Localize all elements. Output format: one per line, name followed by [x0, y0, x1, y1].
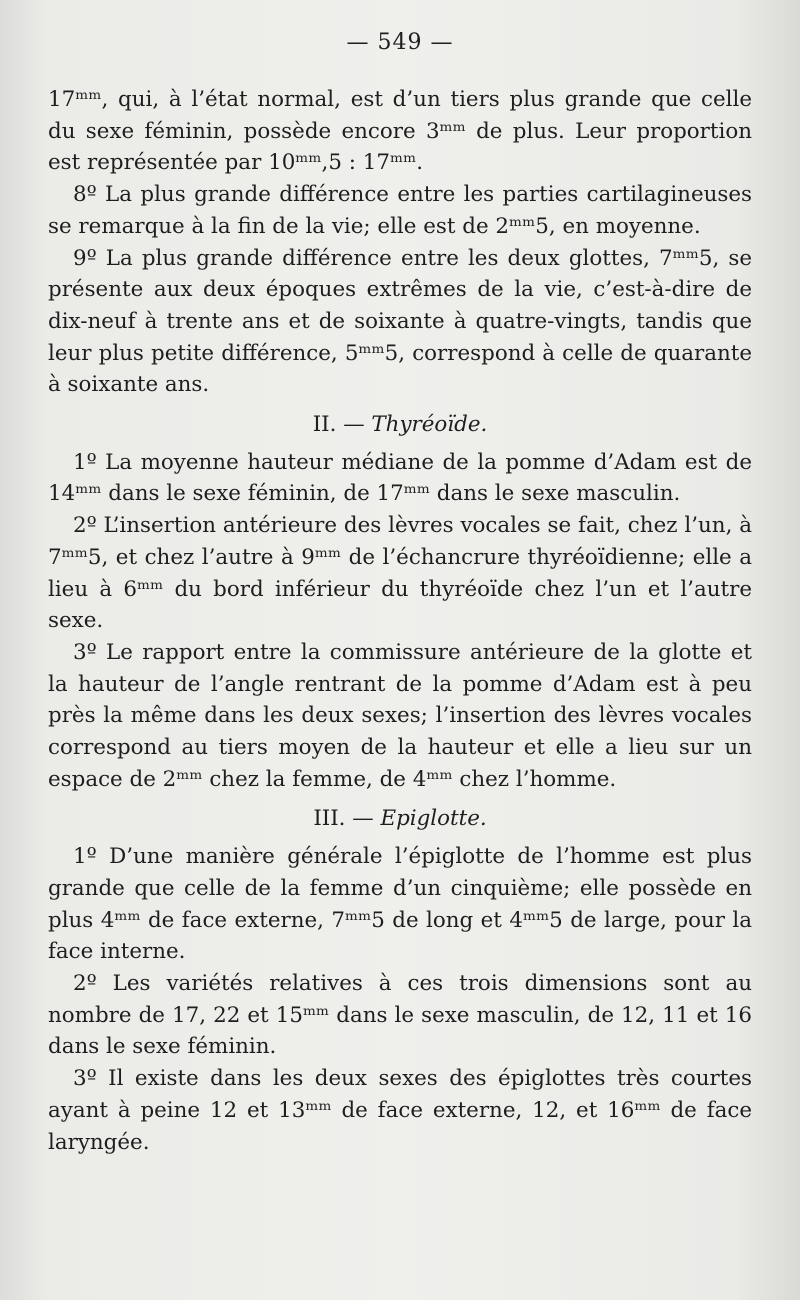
- paragraph-8: 8º La plus grande différence entre les parties cartilagineuses se remarque à la fin de la vie; elle est de 2ᵐᵐ5, en moyenne.: [48, 182, 752, 239]
- section-number: II. —: [312, 412, 372, 438]
- paragraph-epiglotte-3: 3º Il existe dans les deux sexes des épiglottes très courtes ayant à peine 12 et 13ᵐᵐ de face externe, 12, et 16ᵐᵐ de face laryngée.: [48, 1066, 752, 1155]
- section-heading-epiglotte: [48, 803, 752, 835]
- paragraph-epiglotte-2: 2º Les variétés relatives à ces trois dimensions sont au nombre de 17, 22 et 15ᵐᵐ dans le sexe masculin, de 12, 11 et 16 dans le sexe féminin.: [48, 970, 752, 1060]
- paragraph-thyreoide-1: 1º La moyenne hauteur médiane de la pomme d’Adam est de 14ᵐᵐ dans le sexe féminin, de 17ᵐᵐ dans le sexe masculin.: [48, 449, 752, 507]
- section-title: Thyréoïde.: [371, 412, 488, 438]
- paragraph-thyreoide-3: 3º Le rapport entre la commissure antérieure de la glotte et la hauteur de l’angle rentrant de la pomme d’Adam est à peu près la même dans les deux sexes; l’insertion des lèvres vocales correspond au tiers moyen de la hauteur et elle a lieu sur un espace de 2ᵐᵐ chez la femme, de 4ᵐᵐ chez l’homme.: [48, 639, 752, 792]
- page-body: [48, 84, 752, 1158]
- paragraph-epiglotte-1: 1º D’une manière générale l’épiglotte de l’homme est plus grande que celle de la femme d’un cinquième; elle possède en plus 4ᵐᵐ de face externe, 7ᵐᵐ5 de long et 4ᵐᵐ5 de large, pour la face interne.: [48, 844, 752, 965]
- page-number: — 549 —: [346, 30, 454, 55]
- paragraph-continued: 17ᵐᵐ, qui, à l’état normal, est d’un tiers plus grande que celle du sexe féminin, possède encore 3ᵐᵐ de plus. Leur proportion est représentée par 10ᵐᵐ,5 : 17ᵐᵐ.: [48, 87, 752, 176]
- paragraph-9: 9º La plus grande différence entre les deux glottes, 7ᵐᵐ5, se présente aux deux époques extrêmes de la vie, c’est-à-dire de dix-neuf à trente ans et de soixante à quatre-vingts, tandis que leur plus petite différence, 5ᵐᵐ5, correspond à celle de quarante à soixante ans.: [48, 245, 752, 398]
- paragraph-thyreoide-2: 2º L’insertion antérieure des lèvres vocales se fait, chez l’un, à 7ᵐᵐ5, et chez l’autre à 9ᵐᵐ de l’échancrure thyréoïdienne; elle a lieu à 6ᵐᵐ du bord inférieur du thyréoïde chez l’un et l’autre sexe.: [48, 513, 752, 634]
- section-title: Epiglotte.: [380, 806, 487, 832]
- section-heading-thyreoide: [48, 409, 752, 441]
- section-number: III. —: [313, 806, 381, 832]
